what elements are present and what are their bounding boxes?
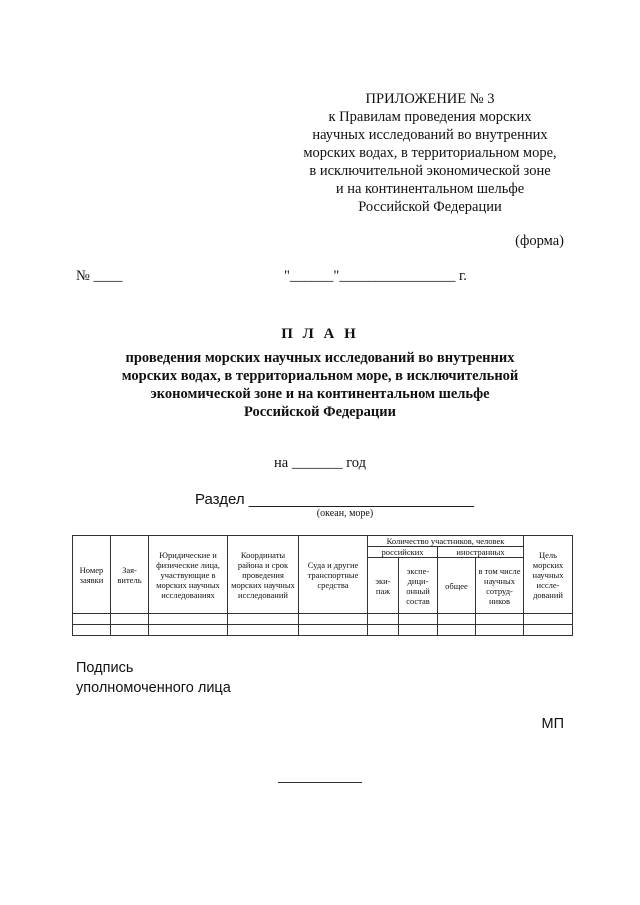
- plan-subtitle: [90, 349, 550, 421]
- header-applicant: Зая-витель: [111, 536, 149, 614]
- table-cell: [399, 625, 438, 636]
- table-row: [73, 614, 573, 625]
- header-expedition: экспе-дици-онный состав: [399, 558, 438, 614]
- document-date-field: "______"________________ г.: [284, 268, 467, 284]
- form-label: (форма): [515, 233, 564, 249]
- header-russian: российских: [368, 547, 438, 558]
- table-cell: [438, 614, 476, 625]
- header-foreign: иностранных: [438, 547, 524, 558]
- header-scientists: в том числе научных сотруд-ников: [476, 558, 524, 614]
- signature-block: [76, 658, 231, 698]
- table-cell: [73, 614, 111, 625]
- year-field: на _______ год: [274, 455, 366, 471]
- annex-line: и на континентальном шельфе: [335, 181, 525, 197]
- plan-subtitle-line: экономической зоне и на континентальном шельфе: [150, 386, 490, 402]
- table-cell: [524, 625, 573, 636]
- table-cell: [368, 625, 399, 636]
- plan-title: П Л А Н: [281, 326, 359, 342]
- annex-line: к Правилам проведения морских: [328, 109, 532, 125]
- annex-line: в исключительной экономической зоне: [309, 163, 551, 179]
- table-cell: [149, 614, 228, 625]
- stamp-place: МП: [541, 716, 564, 732]
- table-cell: [228, 614, 299, 625]
- table-cell: [149, 625, 228, 636]
- section-hint: (океан, море): [316, 508, 374, 519]
- header-total: общее: [438, 558, 476, 614]
- header-purpose: Цель морских научных иссле-дований: [524, 536, 573, 614]
- plan-table: [72, 535, 573, 636]
- header-vessels: Суда и другие транспортные средства: [299, 536, 368, 614]
- document-number-field: № ____: [76, 268, 123, 284]
- header-crew: эки-паж: [368, 558, 399, 614]
- header-legal-entities: Юридические и физические лица, участвующие в морских научных исследованиях: [149, 536, 228, 614]
- table-cell: [111, 614, 149, 625]
- plan-subtitle-line: проведения морских научных исследований во внутренних: [125, 350, 515, 366]
- table-cell: [476, 614, 524, 625]
- annex-line: научных исследований во внутренних: [312, 127, 548, 143]
- annex-line: морских водах, в территориальном море,: [303, 145, 557, 161]
- table-cell: [111, 625, 149, 636]
- table-body: [73, 614, 573, 636]
- section-field: Раздел ___________________________: [195, 491, 474, 508]
- table-row: [73, 625, 573, 636]
- header-coordinates: Координаты района и срок проведения морских научных исследований: [228, 536, 299, 614]
- table-cell: [73, 625, 111, 636]
- signature-label: Подпись: [76, 660, 134, 676]
- signature-label: уполномоченного лица: [76, 680, 231, 696]
- plan-subtitle-line: морских водах, в территориальном море, в исключительной: [121, 368, 519, 384]
- table-cell: [438, 625, 476, 636]
- table-cell: [399, 614, 438, 625]
- plan-subtitle-line: Российской Федерации: [243, 404, 396, 420]
- annex-header: [290, 90, 570, 216]
- table-cell: [524, 614, 573, 625]
- header-request-number: Номер заявки: [73, 536, 111, 614]
- header-participants: Количество участников, человек: [368, 536, 524, 547]
- table-cell: [228, 625, 299, 636]
- annex-title: ПРИЛОЖЕНИЕ № 3: [365, 91, 495, 107]
- signature-line: [278, 782, 362, 783]
- table-cell: [476, 625, 524, 636]
- table-cell: [368, 614, 399, 625]
- table-cell: [299, 625, 368, 636]
- annex-line: Российской Федерации: [358, 199, 502, 215]
- table-cell: [299, 614, 368, 625]
